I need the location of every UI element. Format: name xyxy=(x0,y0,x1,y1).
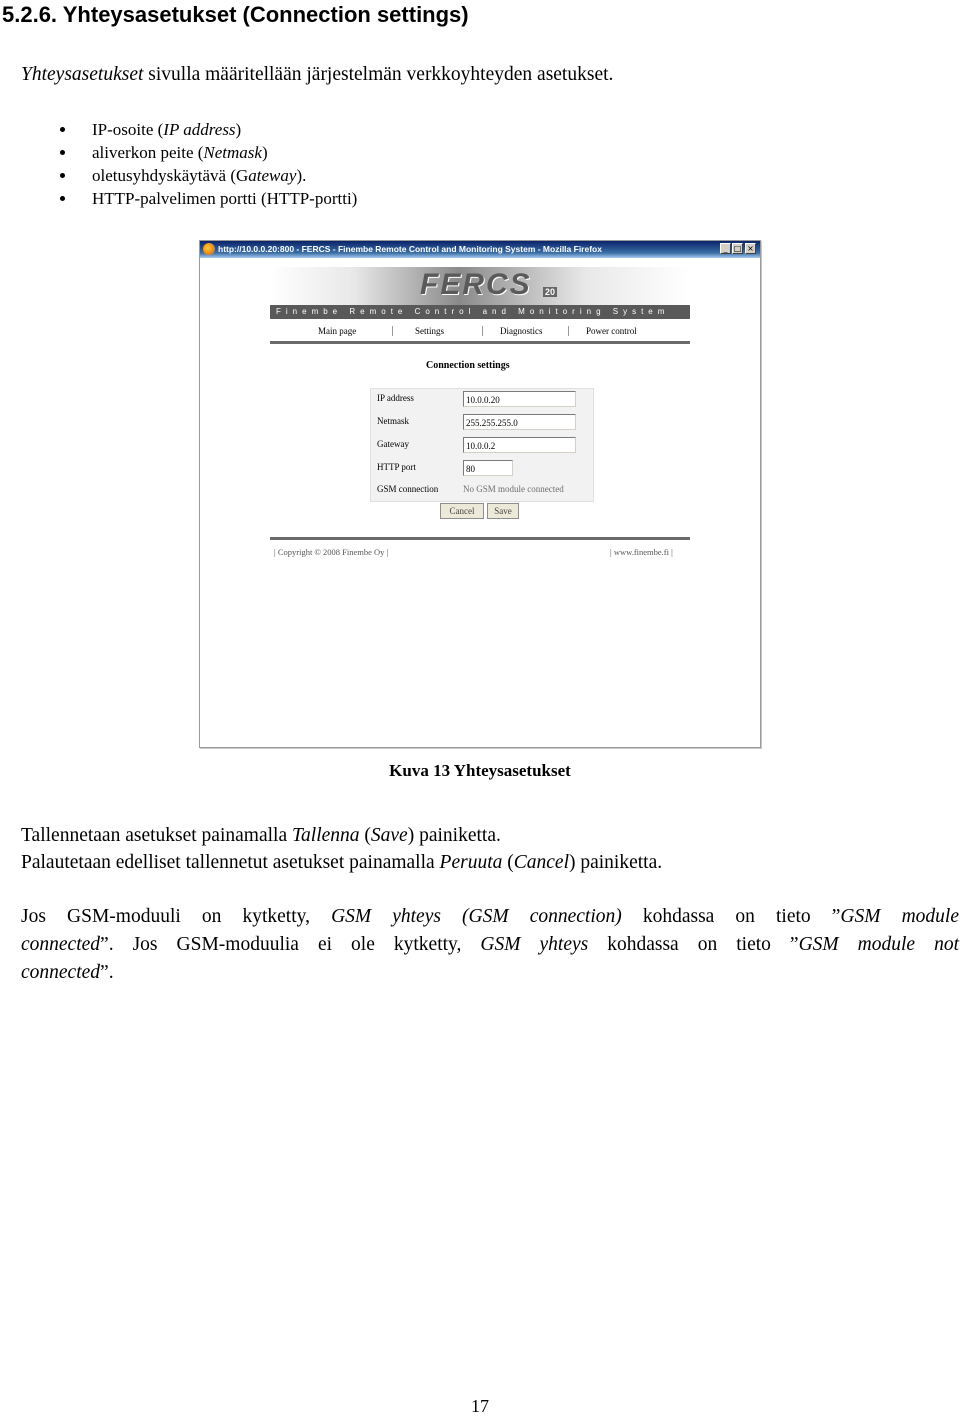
gateway-input[interactable]: 10.0.0.2 xyxy=(463,437,576,453)
nav-separator xyxy=(392,326,393,336)
paragraph-gsm-line2: connected”. Jos GSM-moduulia ei ole kytketty, GSM yhteys kohdassa on tieto ”GSM module not xyxy=(21,934,959,955)
connection-settings-form xyxy=(370,388,594,502)
list-item: IP-osoite (IP address) xyxy=(60,118,357,141)
bullet-icon xyxy=(60,196,65,201)
browser-titlebar xyxy=(200,241,760,258)
list-item: oletusyhdyskäytävä (Gateway). xyxy=(60,164,357,187)
form-row-ip xyxy=(371,389,593,411)
netmask-input[interactable]: 255.255.255.0 xyxy=(463,414,576,430)
fercs-logo xyxy=(270,267,690,323)
paragraph-gsm-line1: Jos GSM-moduuli on kytketty, GSM yhteys (GSM connection) kohdassa on tieto ”GSM module xyxy=(21,906,959,927)
gsm-connection-status: No GSM module connected xyxy=(463,484,564,494)
window-title: http://10.0.0.20:800 - FERCS - Finembe Remote Control and Monitoring System - Mozilla Firefox xyxy=(218,244,602,254)
copyright-text: | Copyright © 2008 Finembe Oy | xyxy=(274,547,389,557)
close-button[interactable]: × xyxy=(745,243,756,254)
page-footer xyxy=(270,547,690,559)
firefox-icon xyxy=(203,243,215,255)
list-item: aliverkon peite (Netmask) xyxy=(60,141,357,164)
form-row-gsm xyxy=(371,480,593,502)
paragraph-save: Tallennetaan asetukset painamalla Tallenna (Save) painiketta. xyxy=(21,825,501,846)
nav-main-page[interactable]: Main page xyxy=(318,326,357,336)
nav-separator xyxy=(568,326,569,336)
intro-text: sivulla määritellään järjestelmän verkkoyhteyden asetukset. xyxy=(143,64,614,85)
page-number: 17 xyxy=(471,1396,489,1416)
nav-power-control[interactable]: Power control xyxy=(586,326,637,336)
nav-settings[interactable]: Settings xyxy=(415,326,445,336)
form-row-http-port xyxy=(371,458,593,480)
minimize-button[interactable]: _ xyxy=(720,243,731,254)
netmask-label: Netmask xyxy=(377,416,409,426)
list-item: HTTP-palvelimen portti (HTTP-portti) xyxy=(60,187,357,210)
maximize-button[interactable]: □ xyxy=(733,244,742,253)
logo-text: FERCS xyxy=(420,268,532,301)
cancel-button[interactable]: Cancel xyxy=(440,503,484,519)
paragraph-cancel: Palautetaan edelliset tallennetut asetukset painamalla Peruuta (Cancel) painiketta. xyxy=(21,852,663,873)
paragraph-gsm-line3: connected”. xyxy=(21,962,114,983)
settings-bullet-list xyxy=(60,118,357,210)
http-port-input[interactable]: 80 xyxy=(463,460,513,476)
bullet-icon xyxy=(60,150,65,155)
ip-address-input[interactable]: 10.0.0.20 xyxy=(463,391,576,407)
bullet-icon xyxy=(60,173,65,178)
browser-screenshot xyxy=(199,240,761,748)
intro-term: Yhteysasetukset xyxy=(21,64,144,85)
tagline: Finembe Remote Control and Monitoring System xyxy=(270,305,690,319)
nav-separator xyxy=(482,326,483,336)
gsm-connection-label: GSM connection xyxy=(377,484,439,494)
intro-paragraph xyxy=(21,64,613,86)
form-row-gateway xyxy=(371,435,593,457)
nav-divider xyxy=(270,341,690,344)
form-row-netmask xyxy=(371,412,593,434)
ip-address-label: IP address xyxy=(377,393,414,403)
footer-divider xyxy=(270,537,690,540)
bullet-icon xyxy=(60,127,65,132)
figure-caption: Kuva 13 Yhteysasetukset xyxy=(389,761,571,780)
logo-version: 20 xyxy=(545,287,556,297)
gateway-label: Gateway xyxy=(377,439,409,449)
section-heading: 5.2.6. Yhteysasetukset (Connection settings) xyxy=(2,2,469,27)
save-button[interactable]: Save xyxy=(487,503,519,519)
form-title: Connection settings xyxy=(426,360,510,371)
nav-bar xyxy=(270,323,690,339)
nav-diagnostics[interactable]: Diagnostics xyxy=(500,326,543,336)
website-link[interactable]: | www.finembe.fi | xyxy=(610,547,673,557)
http-port-label: HTTP port xyxy=(377,462,416,472)
